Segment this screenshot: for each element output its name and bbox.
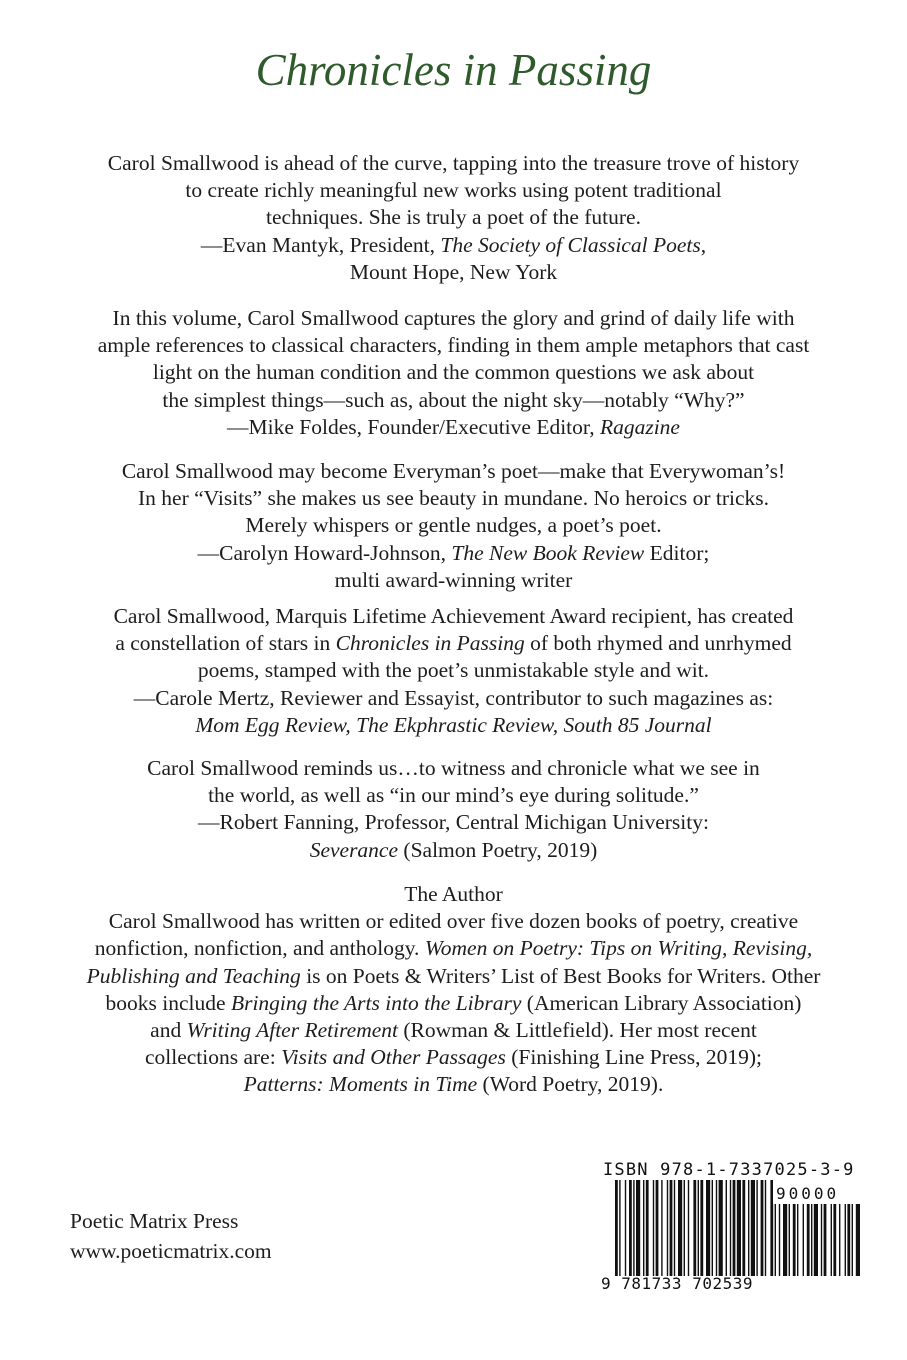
blurb-evan-mantyk bbox=[0, 150, 907, 286]
barcode-bar bbox=[748, 1180, 749, 1276]
author-line bbox=[0, 1071, 907, 1098]
blurb-line: Carol Smallwood may become Everyman’s poet—make that Everywoman’s! bbox=[121, 459, 786, 483]
barcode-bar bbox=[661, 1180, 662, 1276]
author-line bbox=[0, 1044, 907, 1071]
blurb-attribution-publications bbox=[0, 712, 907, 739]
barcode-bar bbox=[698, 1180, 699, 1276]
blurb-line: the world, as well as “in our mind’s eye during solitude.” bbox=[208, 783, 699, 808]
publisher-info bbox=[70, 1206, 272, 1266]
publisher-website: www.poeticmatrix.com bbox=[70, 1239, 272, 1263]
blurb-line: techniques. She is truly a poet of the future. bbox=[266, 205, 641, 230]
author-text: and bbox=[150, 1018, 187, 1043]
barcode-bar bbox=[625, 1180, 626, 1276]
blurb-carolyn-howard-johnson bbox=[0, 458, 907, 594]
author-line bbox=[0, 990, 907, 1017]
barcode-bar bbox=[770, 1180, 773, 1276]
blurb-line: Merely whispers or gentle nudges, a poet’s poet. bbox=[245, 513, 662, 538]
barcode-bar bbox=[646, 1180, 649, 1276]
barcode-bar bbox=[667, 1180, 668, 1276]
barcode-bar bbox=[765, 1180, 766, 1276]
isbn-barcode bbox=[595, 1160, 861, 1300]
barcode-bar bbox=[719, 1180, 723, 1276]
barcode-bar bbox=[670, 1180, 673, 1276]
author-text: (Finishing Line Press, 2019); bbox=[505, 1045, 763, 1070]
isbn-label: ISBN 978-1-7337025-3-9 bbox=[603, 1160, 855, 1180]
barcode-bar bbox=[619, 1180, 620, 1276]
author-text: books include bbox=[105, 990, 231, 1015]
book-title-reference: Chronicles in Passing bbox=[335, 631, 525, 656]
barcode-bar bbox=[726, 1180, 727, 1276]
blurb-line: Carol Smallwood reminds us…to witness and chronicle what we see in bbox=[147, 756, 760, 780]
blurb-mike-foldes bbox=[0, 305, 907, 441]
barcode-bar bbox=[643, 1180, 644, 1276]
book-title-reference: Patterns: Moments in Time bbox=[243, 1072, 478, 1097]
blurb-line bbox=[0, 630, 907, 657]
blurb-line: In her “Visits” she makes us see beauty in mundane. No heroics or tricks. bbox=[138, 486, 769, 511]
author-heading: The Author bbox=[404, 882, 503, 906]
blurb-attribution-work bbox=[0, 837, 907, 864]
blurb-line: ample references to classical characters, finding in them ample metaphors that cast bbox=[97, 333, 810, 358]
barcode-bar bbox=[700, 1180, 703, 1276]
author-line bbox=[0, 935, 907, 962]
attribution-name: —Carolyn Howard-Johnson, bbox=[197, 540, 452, 565]
barcode-bar bbox=[636, 1180, 640, 1276]
attribution-publication: Ragazine bbox=[599, 414, 680, 439]
attribution-punctuation: , bbox=[700, 232, 707, 257]
author-text: (Word Poetry, 2019). bbox=[477, 1072, 664, 1097]
barcode-bar bbox=[751, 1180, 755, 1276]
book-title-reference: Bringing the Arts into the Library bbox=[230, 990, 522, 1015]
barcode-bar bbox=[742, 1180, 745, 1276]
barcode-bar bbox=[693, 1180, 696, 1276]
blurb-line: poems, stamped with the poet’s unmistakable style and wit. bbox=[197, 658, 710, 683]
attribution-publication: Mom Egg Review, The Ekphrastic Review, South 85 Journal bbox=[195, 712, 712, 737]
barcode-bar bbox=[615, 1180, 618, 1276]
attribution-publication: The New Book Review bbox=[451, 540, 645, 565]
book-title-reference: Visits and Other Passages bbox=[281, 1045, 506, 1070]
barcode-bar bbox=[761, 1180, 764, 1276]
attribution-detail: (Salmon Poetry, 2019) bbox=[398, 837, 598, 862]
blurb-attribution bbox=[0, 232, 907, 259]
attribution-publication: The Society of Classical Poets bbox=[440, 232, 701, 257]
author-line bbox=[0, 1017, 907, 1044]
blurb-line: In this volume, Carol Smallwood captures the glory and grind of daily life with bbox=[112, 306, 795, 330]
blurb-attribution bbox=[0, 540, 907, 567]
author-line: Carol Smallwood has written or edited over five dozen books of poetry, creative bbox=[108, 909, 799, 934]
blurb-line: the simplest things—such as, about the night sky—notably “Why?” bbox=[162, 387, 745, 412]
author-line bbox=[0, 963, 907, 990]
blurb-line: Carol Smallwood, Marquis Lifetime Achievement Award recipient, has created bbox=[113, 604, 794, 628]
blurb-text: of both rhymed and unrhymed bbox=[524, 631, 792, 656]
barcode-bar bbox=[730, 1180, 731, 1276]
blurb-attribution: —Carole Mertz, Reviewer and Essayist, contributor to such magazines as: bbox=[133, 685, 774, 710]
barcode-bar bbox=[633, 1180, 634, 1276]
barcode-bar bbox=[653, 1180, 654, 1276]
blurb-attribution: —Robert Fanning, Professor, Central Michigan University: bbox=[198, 810, 709, 835]
barcode-bar bbox=[678, 1180, 682, 1276]
book-title: Chronicles in Passing bbox=[255, 45, 652, 95]
barcode-bar bbox=[674, 1180, 675, 1276]
book-title-reference: Women on Poetry: Tips on Writing, Revising, bbox=[424, 936, 813, 961]
author-bio bbox=[0, 881, 907, 1099]
barcode-bar bbox=[737, 1180, 741, 1276]
barcode-bar bbox=[656, 1180, 659, 1276]
barcode-bar bbox=[733, 1180, 736, 1276]
author-text: nonfiction, nonfiction, and anthology. bbox=[94, 936, 425, 961]
author-text: collections are: bbox=[144, 1045, 282, 1070]
blurb-line: light on the human condition and the common questions we ask about bbox=[152, 360, 755, 385]
attribution-publication: Severance bbox=[309, 837, 399, 862]
barcode-bar bbox=[629, 1180, 632, 1276]
publisher-name: Poetic Matrix Press bbox=[70, 1209, 239, 1233]
attribution-role: Editor; bbox=[644, 540, 710, 565]
barcode-bar bbox=[688, 1180, 689, 1276]
attribution-name: —Evan Mantyk, President, bbox=[200, 232, 441, 257]
barcode-bar bbox=[716, 1180, 717, 1276]
blurb-line: to create richly meaningful new works using potent traditional bbox=[185, 178, 722, 203]
barcode-bar bbox=[712, 1180, 713, 1276]
barcode-bar bbox=[756, 1180, 757, 1276]
blurb-text: a constellation of stars in bbox=[115, 631, 336, 656]
blurb-attribution bbox=[0, 414, 907, 441]
attribution-name: —Mike Foldes, Founder/Executive Editor, bbox=[227, 414, 600, 439]
author-text: (American Library Association) bbox=[521, 990, 802, 1015]
barcode-digits: 9 781733 702539 bbox=[601, 1274, 753, 1293]
blurb-line: Carol Smallwood is ahead of the curve, tapping into the treasure trove of history bbox=[107, 151, 800, 175]
barcode-bar bbox=[684, 1180, 685, 1276]
blurb-attribution-location: Mount Hope, New York bbox=[349, 259, 558, 284]
author-text: (Rowman & Littlefield). Her most recent bbox=[397, 1018, 757, 1043]
book-title-reference: Publishing and Teaching bbox=[86, 963, 301, 988]
author-text: is on Poets & Writers’ List of Best Books for Writers. Other bbox=[300, 963, 821, 988]
blurb-carole-mertz bbox=[0, 603, 907, 739]
blurb-attribution-detail: multi award-winning writer bbox=[334, 567, 573, 592]
blurb-robert-fanning bbox=[0, 755, 907, 864]
book-title-reference: Writing After Retirement bbox=[186, 1018, 398, 1043]
price-code: 90000 bbox=[776, 1184, 840, 1203]
barcode-bar bbox=[706, 1180, 710, 1276]
